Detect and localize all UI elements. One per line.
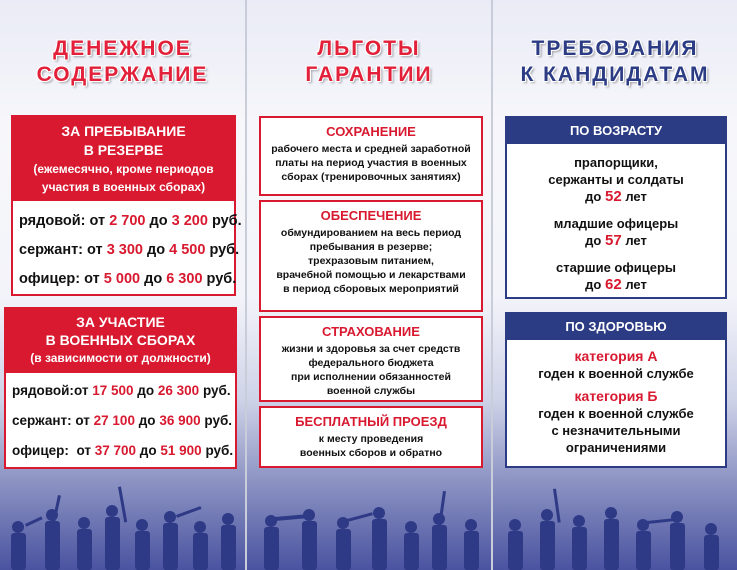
benefit-title: СОХРАНЕНИЕ <box>326 124 416 139</box>
training-head-line1: ЗА УЧАСТИЕ <box>76 314 165 330</box>
training-row <box>12 383 235 413</box>
health-category-b: категория Б <box>574 388 658 404</box>
age-group-line: сержанты и солдаты <box>548 172 684 187</box>
age-value: 57 <box>605 232 622 249</box>
health-requirements-box <box>505 312 727 468</box>
requirements-title <box>493 36 737 88</box>
to-label: до <box>147 242 166 258</box>
benefit-line: пребывания в резерве; <box>309 241 433 253</box>
age-value: 62 <box>605 276 622 293</box>
reserve-pay-box <box>11 115 242 296</box>
benefit-text <box>261 142 481 184</box>
pay-max: 3 200 <box>171 213 208 229</box>
benefit-text <box>261 226 481 296</box>
health-category-text: годен к военной службе <box>538 366 694 381</box>
to-label: до <box>139 443 157 458</box>
soldiers-silhouette <box>0 475 245 570</box>
rank-label: офицер: <box>19 271 81 287</box>
age-pre: до <box>585 277 602 292</box>
benefits-title <box>247 36 491 88</box>
pay-max: 4 500 <box>169 242 206 258</box>
pay-max: 26 300 <box>157 383 200 398</box>
currency-label: руб. <box>205 443 234 458</box>
to-label: до <box>149 213 168 229</box>
pay-max: 6 300 <box>166 271 203 287</box>
panel-benefits <box>247 0 491 570</box>
benefit-line: военных сборов и обратно <box>299 447 443 459</box>
currency-label: руб. <box>206 271 237 287</box>
age-requirements-box <box>505 116 727 299</box>
age-post: лет <box>625 233 647 248</box>
health-category-text: годен к военной службе <box>538 406 694 421</box>
benefit-line: в период сборовых мероприятий <box>283 283 459 295</box>
reserve-row <box>19 242 240 271</box>
from-label: от <box>84 271 100 287</box>
health-requirements-header: ПО ЗДОРОВЬЮ <box>507 314 725 340</box>
health-category-a: категория А <box>574 348 658 364</box>
currency-label: руб. <box>209 242 240 258</box>
pay-max: 51 900 <box>160 443 202 458</box>
requirements-title-line1: ТРЕБОВАНИЯ <box>531 37 699 60</box>
training-head-line3: (в зависимости от должности) <box>30 351 211 365</box>
benefit-title: СТРАХОВАНИЕ <box>322 324 420 339</box>
from-label: от <box>75 413 90 428</box>
benefit-line: платы на период участия в военных <box>275 157 467 169</box>
age-limit <box>507 232 725 249</box>
benefit-line: жизни и здоровья за счет средств <box>281 343 461 355</box>
age-value: 52 <box>605 188 622 205</box>
currency-label: руб. <box>211 213 242 229</box>
benefit-line: при исполнении обязанностей <box>291 371 451 383</box>
benefit-text <box>261 432 481 460</box>
pay-max: 36 900 <box>159 413 201 428</box>
benefit-title: БЕСПЛАТНЫЙ ПРОЕЗД <box>295 414 447 429</box>
training-pay-header <box>6 309 235 373</box>
panel-requirements <box>493 0 737 570</box>
benefit-line: сборах (тренировочных занятиях) <box>281 171 461 183</box>
benefits-title-line2: ГАРАНТИИ <box>305 63 433 86</box>
benefit-title: ОБЕСПЕЧЕНИЕ <box>320 208 422 223</box>
training-head-line2: В ВОЕННЫХ СБОРАХ <box>45 332 196 348</box>
pay-min: 37 700 <box>94 443 137 458</box>
salary-title <box>0 36 245 88</box>
training-row <box>12 413 235 443</box>
age-pre: до <box>585 233 602 248</box>
training-pay-box <box>4 307 237 469</box>
to-label: до <box>144 271 163 287</box>
benefit-provision <box>259 200 483 312</box>
rank-label: рядовой: <box>12 383 74 398</box>
pay-min: 3 300 <box>106 242 143 258</box>
requirements-title-line2: К КАНДИДАТАМ <box>520 63 710 86</box>
panel-salary <box>0 0 245 570</box>
health-category-text: ограничениями <box>565 440 667 455</box>
to-label: до <box>138 413 156 428</box>
pay-min: 5 000 <box>103 271 141 287</box>
benefit-insurance <box>259 316 483 402</box>
benefit-line: обмундированием на весь период <box>280 227 462 239</box>
to-label: до <box>137 383 155 398</box>
health-category-text: с незначительными <box>551 423 681 438</box>
reserve-row <box>19 271 237 300</box>
reserve-head-line2: В РЕЗЕРВЕ <box>83 142 164 158</box>
benefit-text <box>261 342 481 398</box>
age-post: лет <box>625 277 647 292</box>
benefits-title-line1: ЛЬГОТЫ <box>317 37 421 60</box>
age-group-line: прапорщики, <box>574 155 658 170</box>
reserve-head-line1: ЗА ПРЕБЫВАНИЕ <box>61 123 186 139</box>
from-label: от <box>76 443 91 458</box>
benefit-line: федерального бюджета <box>308 357 434 369</box>
currency-label: руб. <box>204 413 233 428</box>
salary-title-line2: СОДЕРЖАНИЕ <box>36 63 209 86</box>
benefit-preservation <box>259 116 483 196</box>
age-pre: до <box>585 189 602 204</box>
soldiers-silhouette <box>247 475 491 570</box>
age-group-line: младшие офицеры <box>553 216 679 231</box>
reserve-head-line3: (ежемесячно, кроме периодов <box>33 162 214 176</box>
from-label: от <box>89 213 106 229</box>
from-label: от <box>73 383 89 398</box>
currency-label: руб. <box>202 383 231 398</box>
benefit-line: врачебной помощью и лекарствами <box>276 269 466 281</box>
rank-label: сержант: <box>12 413 72 428</box>
benefit-line: военной службы <box>326 385 416 397</box>
pay-min: 27 100 <box>93 413 135 428</box>
benefit-line: трехразовым питанием, <box>308 255 434 267</box>
age-limit <box>507 276 725 293</box>
rank-label: офицер: <box>12 443 69 458</box>
pay-min: 17 500 <box>92 383 134 398</box>
rank-label: рядовой: <box>19 213 86 229</box>
age-requirements-header: ПО ВОЗРАСТУ <box>507 118 725 144</box>
from-label: от <box>87 242 103 258</box>
reserve-row <box>19 213 242 242</box>
age-group-line: старшие офицеры <box>555 260 676 275</box>
benefit-line: к месту проведения <box>318 433 424 445</box>
soldiers-silhouette <box>493 475 737 570</box>
reserve-head-line4: участия в военных сборах) <box>41 180 206 194</box>
salary-title-line1: ДЕНЕЖНОЕ <box>53 37 192 60</box>
pay-min: 2 700 <box>109 213 146 229</box>
age-post: лет <box>625 189 647 204</box>
reserve-pay-header <box>13 117 234 201</box>
benefit-line: рабочего места и средней заработной <box>271 143 471 155</box>
benefit-free-travel <box>259 406 483 468</box>
training-row <box>12 443 235 473</box>
age-limit <box>507 188 725 205</box>
rank-label: сержант: <box>19 242 84 258</box>
